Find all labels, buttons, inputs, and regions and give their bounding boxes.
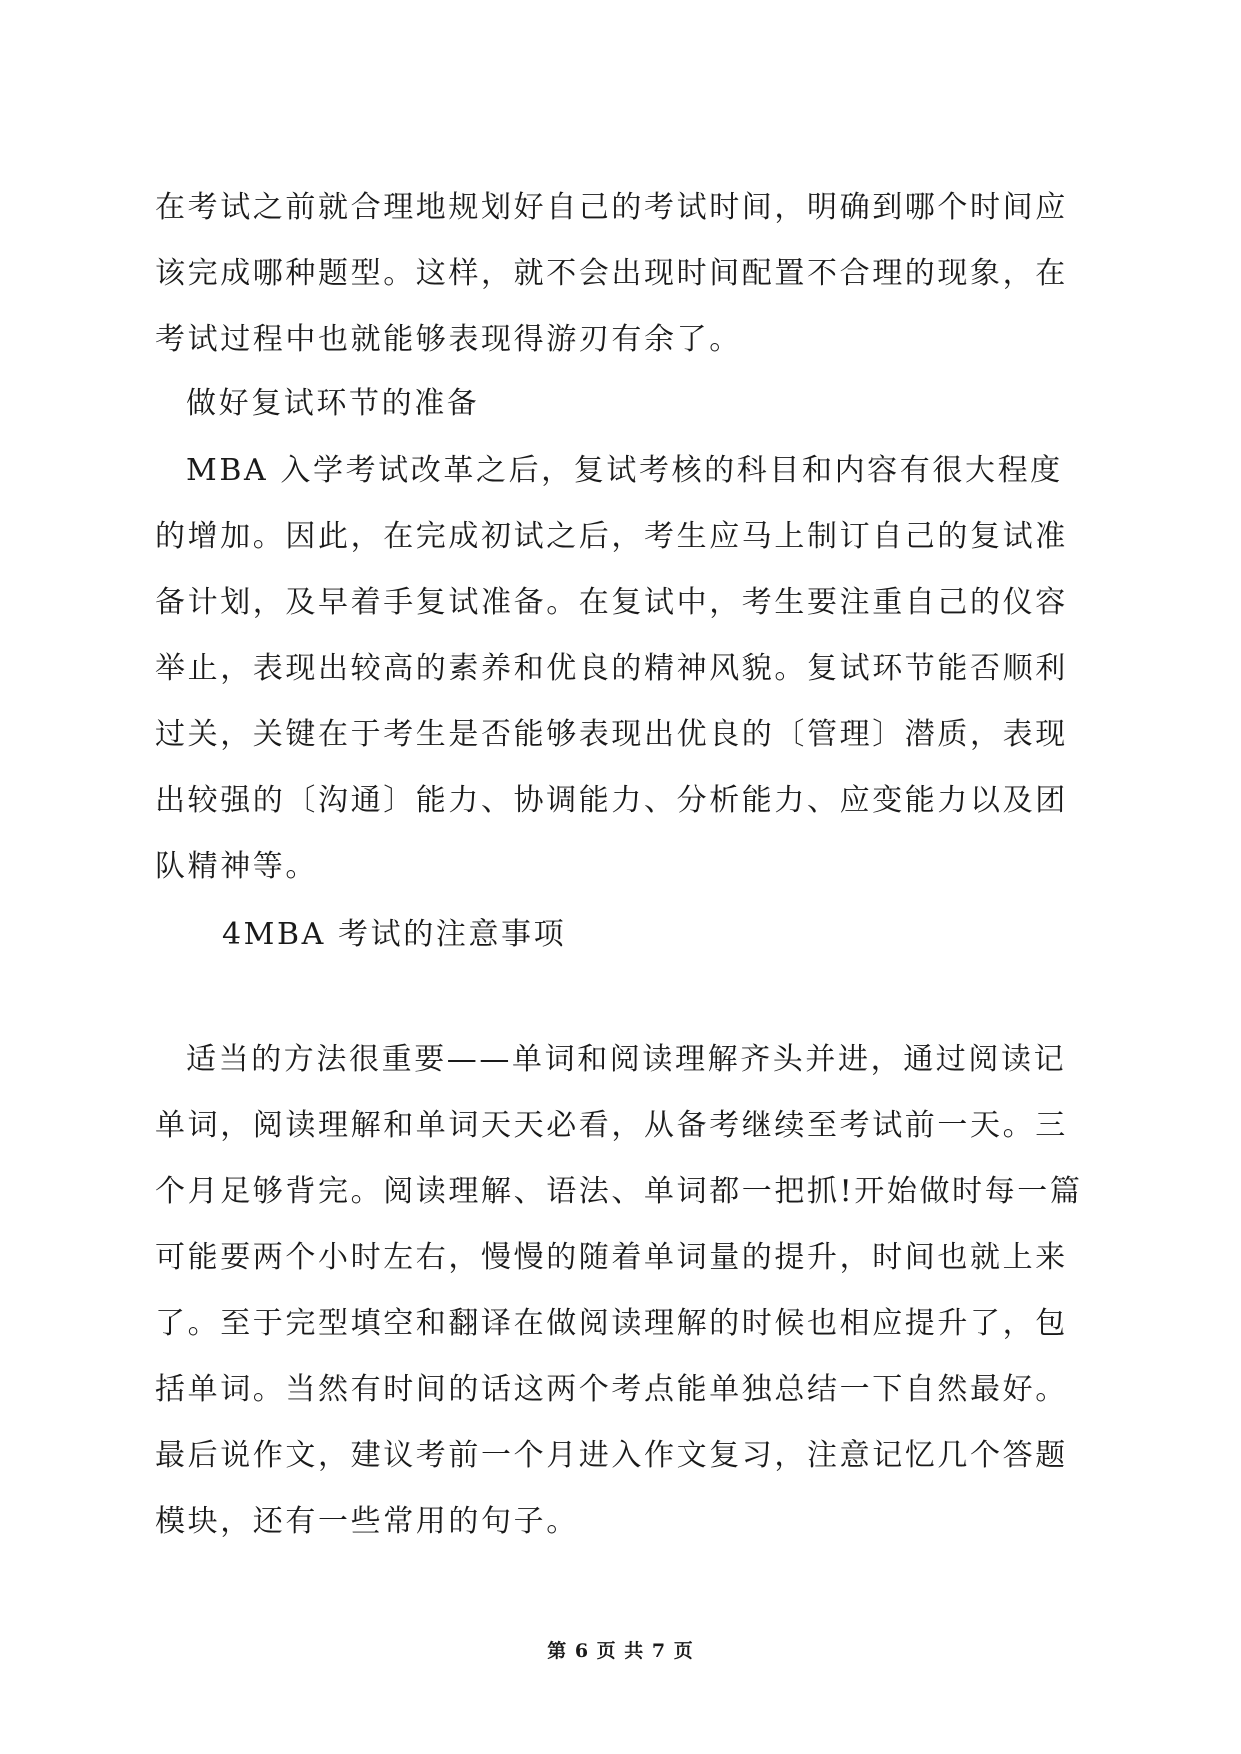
- paragraph-retest: MBA 入学考试改革之后，复试考核的科目和内容有很大程度的增加。因此，在完成初试之后，考生应马上制订自己的复试准备计划，及早着手复试准备。在复试中，考生要注重自己的仪容举止，表现出较高的素养和优良的精神风貌。复试环节能否顺利过关，关键在于考生是否能够表现出优良的〔管理〕潜质，表现出较强的〔沟通〕能力、协调能力、分析能力、应变能力以及团队精神等。: [155, 453, 1068, 884]
- paragraph-study-method: 适当的方法很重要——单词和阅读理解齐头并进，通过阅读记单词，阅读理解和单词天天必看，从备考继续至考试前一天。三个月足够背完。阅读理解、语法、单词都一把抓!开始做时每一篇可能要两个小时左右，慢慢的随着单词量的提升，时间也就上来了。至于完型填空和翻译在做阅读理解的时候也相应提升了，包括单词。当然有时间的话这两个考点能单独总结一下自然最好。最后说作文，建议考前一个月进入作文复习，注意记忆几个答题模块，还有一些常用的句子。: [155, 1042, 1083, 1539]
- page-number-footer: 第 6 页 共 7 页: [547, 1640, 694, 1662]
- heading-retest-preparation: 做好复试环节的准备: [186, 386, 480, 421]
- paragraph-time-planning: 在考试之前就合理地规划好自己的考试时间，明确到哪个时间应该完成哪种题型。这样，就不会出现时间配置不合理的现象，在考试过程中也就能够表现得游刃有余了。: [155, 190, 1068, 357]
- heading-exam-notes: 4MBA 考试的注意事项: [222, 917, 567, 952]
